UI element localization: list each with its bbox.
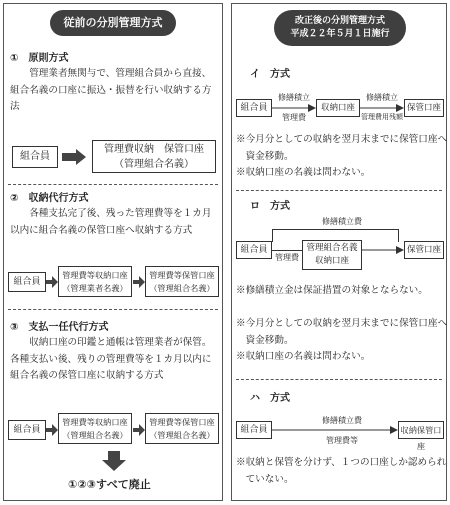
i-label1b: 管理費	[282, 113, 306, 122]
ro-box-right: 保管口座	[404, 241, 444, 259]
s2-body: 各種支払完了後、残った管理費等を１カ月以内に組合名義の保管口座へ収納する方式	[10, 208, 212, 236]
divider-r1	[236, 190, 442, 191]
i-label2: 修繕積立	[366, 93, 398, 102]
ha-note1: ※収納と保管を分けず、１つの口座しか認められていない。	[236, 457, 447, 485]
right-title-line1: 改正後の分別管理方式	[294, 16, 385, 26]
ro-top-line	[272, 229, 398, 230]
i-box1: 収納口座	[316, 99, 360, 117]
s1-heading: ① 原則方式	[10, 53, 69, 64]
down-arrow	[102, 451, 126, 471]
s2-box2-line2: （管理組合名義）	[149, 283, 215, 293]
ha-label-top: 修繕積立費	[322, 416, 362, 425]
right-panel-new-methods	[231, 3, 447, 501]
s3-box1-line1: 管理費等収納口座	[62, 417, 128, 427]
ro-mid-line1: 管理組合名義	[306, 243, 358, 253]
s1-body: 管理業者無関与で、管理組合員から直接、組合名義の口座に振込・振替を行い収納する方法	[10, 68, 212, 112]
s3-box2-line1: 管理費等保管口座	[149, 417, 215, 427]
ro-top-drop	[398, 229, 399, 242]
i-box2: 保管口座	[404, 99, 444, 117]
s2-box1-line1: 管理費等収納口座	[62, 270, 128, 280]
s3-arrow-1	[46, 424, 58, 436]
i-arrow-2	[360, 103, 404, 113]
s2-arrow-2	[133, 276, 145, 288]
ha-label-bottom: 管理費等	[326, 436, 358, 445]
s1-member-box: 組合員	[12, 146, 58, 168]
s2-box2-line1: 管理費等保管口座	[149, 270, 215, 280]
s3-arrow-2	[133, 424, 145, 436]
s3-box1-line2: （管理組合名義）	[62, 430, 128, 440]
abolished-label: ①②③すべて廃止	[68, 478, 151, 491]
s2-arrow-1	[46, 276, 58, 288]
i-label1: 修繕積立	[278, 93, 310, 102]
ha-heading: ハ 方式	[250, 393, 290, 404]
ro-label-kanri: 管理費	[275, 253, 299, 262]
s2-box1-line2: （管理業者名義）	[62, 283, 128, 293]
s3-box2-line2: （管理組合名義）	[149, 430, 215, 440]
s1-account-box	[92, 140, 216, 173]
right-title-line2: 平成２２年５月１日施行	[290, 29, 390, 39]
s2-member-box: 組合員	[8, 272, 46, 292]
ha-box-right: 収納保管口座	[398, 421, 444, 439]
ro-mid-line2: 収納口座	[314, 256, 349, 266]
ro-note1: ※修繕積立金は保証措置の対象とならない。	[236, 285, 428, 296]
s3-member-box: 組合員	[8, 420, 46, 440]
ro-member-box: 組合員	[236, 241, 272, 259]
s1-account-line2: （管理組合名義）	[114, 159, 194, 170]
s3-box1	[58, 413, 132, 444]
ro-top-label: 修繕積立費	[322, 217, 362, 226]
s2-heading: ② 収納代行方式	[10, 193, 89, 204]
i-member-box: 組合員	[236, 99, 272, 117]
i-arrow-1	[272, 103, 316, 113]
ro-line-to-mid	[272, 250, 302, 251]
divider-r2	[236, 379, 442, 380]
ha-arrow	[272, 425, 398, 435]
left-panel-old-methods	[3, 3, 223, 501]
s3-box2	[145, 413, 219, 444]
s2-box1	[58, 266, 132, 297]
i-label2b: 管理費用残額	[361, 113, 403, 121]
s1-account-line1: 管理費収納 保管口座	[104, 144, 204, 155]
left-panel-title: 従前の分別管理方式	[50, 10, 176, 36]
ro-arrow	[362, 245, 404, 255]
i-note1: ※今月分としての収納を翌月末までに保管口座へ資金移動。	[236, 134, 448, 162]
s2-box2	[145, 266, 219, 297]
s3-body: 収納口座の印鑑と通帳は管理業者が保管。各種支払い後、残りの管理費等を１カ月以内に組合名義の保管口座に収納する方式	[10, 337, 212, 381]
ro-note2: ※今月分としての収納を翌月末までに保管口座へ資金移動。	[236, 318, 448, 346]
right-panel-title	[274, 10, 406, 46]
ro-top-riser	[272, 229, 273, 242]
divider-2	[8, 309, 218, 310]
s1-arrow	[62, 149, 88, 165]
s3-heading: ③ 支払一任代行方式	[10, 322, 109, 333]
divider-1	[8, 184, 218, 185]
ro-mid-box	[302, 240, 362, 270]
ro-heading: ロ 方式	[250, 201, 290, 212]
ro-note3: ※収納口座の名義は問わない。	[236, 351, 371, 362]
ha-member-box: 組合員	[236, 421, 272, 439]
i-heading: イ 方式	[250, 69, 290, 80]
i-note2: ※収納口座の名義は問わない。	[236, 167, 371, 178]
